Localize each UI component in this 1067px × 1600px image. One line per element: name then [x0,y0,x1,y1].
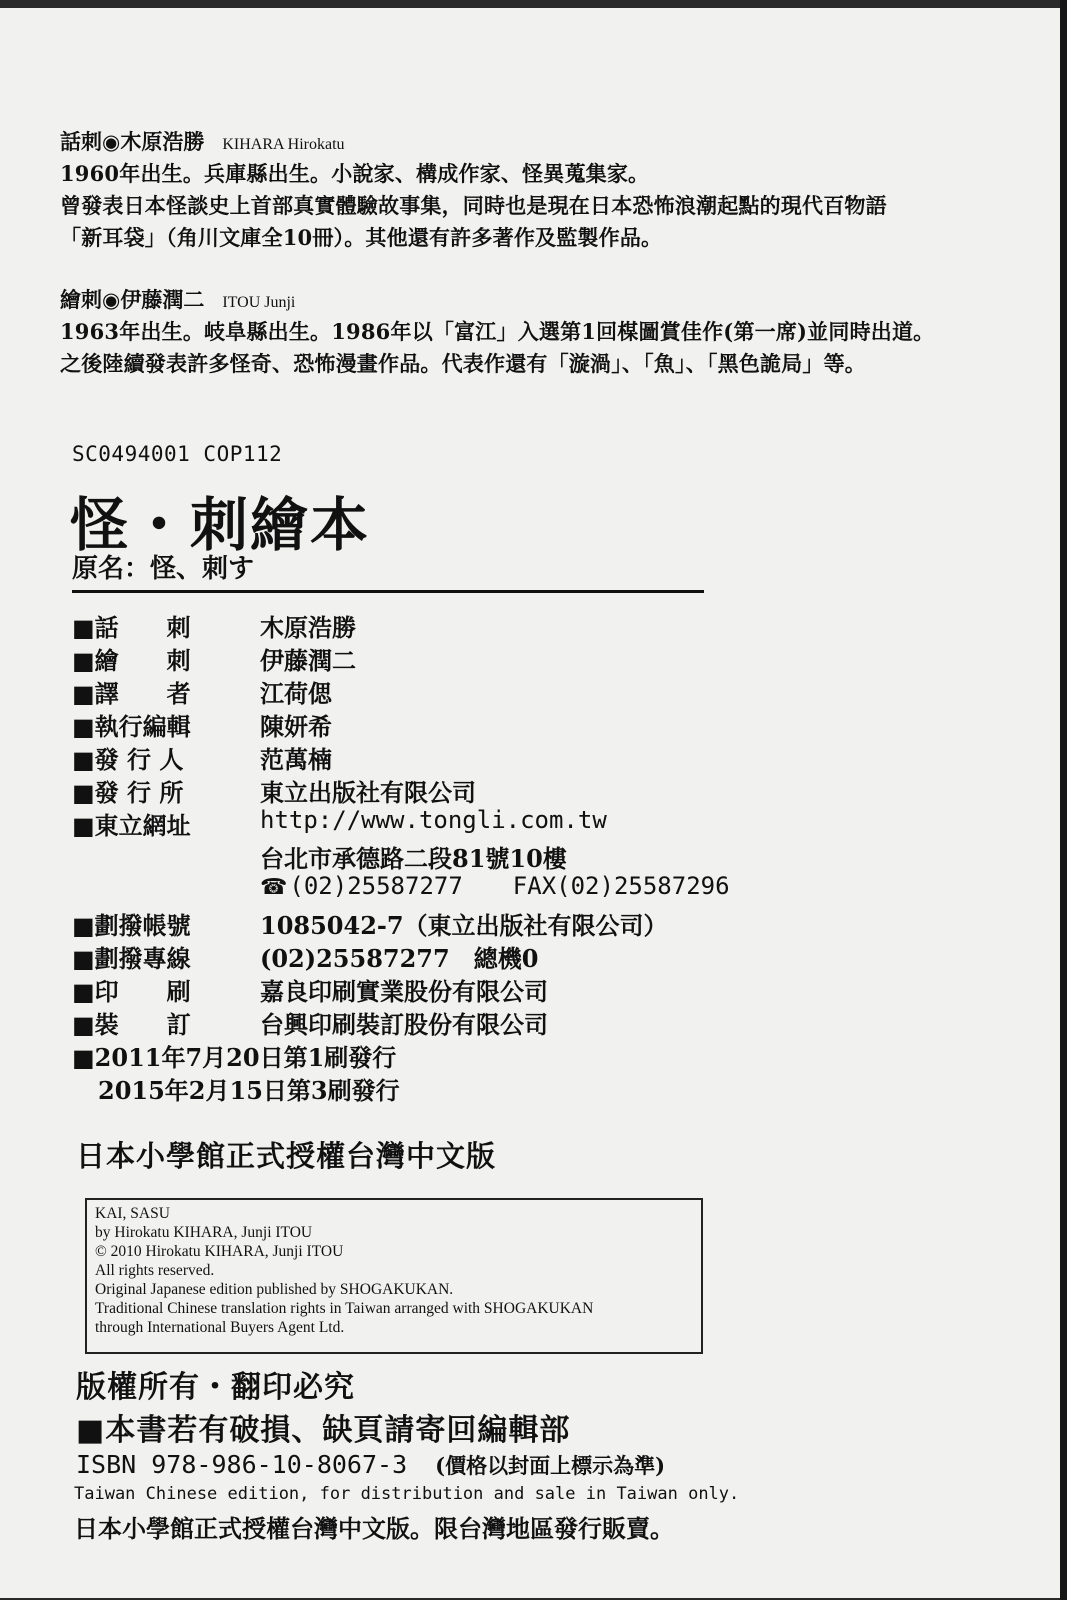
info-value: 江荷偲 [260,679,332,708]
info-value: 范萬楠 [260,745,332,774]
author-roman-name: ITOU Junji [222,294,296,311]
info-label: ■發 行 人 [72,745,184,774]
author-bio-line: 1960年出生。兵庫縣出生。小說家、構成作家、怪異蒐集家。 [60,161,650,186]
phone-fax [260,872,730,900]
phone-number: (02)25587277 [289,872,463,900]
info-value: 陳妍希 [260,712,332,741]
page-edge [1060,0,1067,1600]
info-value: 嘉良印刷實業股份有限公司 [260,977,548,1006]
copyright-box [85,1198,703,1354]
colophon-page [0,8,1060,1598]
info-label: ■執行編輯 [72,712,191,741]
copyright-line: KAI, SASU [95,1205,170,1222]
copyright-line: through International Buyers Agent Ltd. [95,1319,345,1336]
address-text: 台北市承德路二段81號10樓 [260,844,567,873]
info-label: ■話 刺 [72,613,191,642]
telephone-icon: ☎ [260,875,288,900]
info-label: ■發 行 所 [72,778,184,807]
author-roman-name: KIHARA Hirokatu [222,136,345,153]
isbn-row [76,1450,665,1480]
copyright-line: © 2010 Hirokatu KIHARA, Junji ITOU [95,1243,344,1260]
info-label: ■印 刷 [72,977,191,1006]
rights-notice: 版權所有・翻印必究 [76,1370,355,1405]
info-value: 伊藤潤二 [260,646,356,675]
info-label: ■劃撥帳號 [72,911,191,940]
info-label: ■裝 訂 [72,1010,191,1039]
copyright-line: Original Japanese edition published by SHOGAKUKAN. [95,1281,454,1298]
author-bio-line: 曾發表日本怪談史上首部真實體驗故事集，同時也是現在日本恐怖浪潮起點的現代百物語 [60,193,887,218]
distribution-notice: Taiwan Chinese edition, for distribution and sale in Taiwan only. [74,1484,740,1504]
info-value: (02)25587277 總機0 [260,944,539,973]
fax-number: FAX(02)25587296 [512,872,730,900]
website-link[interactable]: http://www.tongli.com.tw [260,806,607,834]
author-bio-line: 1963年出生。岐阜縣出生。1986年以「富江」入選第1回楳圖賞佳作(第一席)並同時出道。 [60,319,935,344]
copyright-line: All rights reserved. [95,1262,215,1279]
info-label: ■東立網址 [72,811,191,840]
copyright-line: by Hirokatu KIHARA, Junji ITOU [95,1224,313,1241]
author-bio-line: 「新耳袋」（角川文庫全10冊）。其他還有許多著作及監製作品。 [60,225,663,250]
book-title: 怪・刺繪本 [70,491,371,559]
info-label: ■繪 刺 [72,646,191,675]
info-value: 木原浩勝 [260,613,356,642]
print-date: ■2011年7月20日第1刷發行 [72,1043,397,1072]
info-value: 東立出版社有限公司 [260,778,476,807]
author-name: 繪刺◉伊藤潤二 [60,287,205,312]
title-divider [72,590,704,593]
info-label: ■譯 者 [72,679,191,708]
info-label: ■劃撥專線 [72,944,191,973]
author-heading [60,284,295,314]
info-value: 1085042-7（東立出版社有限公司） [260,911,668,940]
print-date: 2015年2月15日第3刷發行 [98,1076,400,1105]
damage-notice: ■本書若有破損、缺頁請寄回編輯部 [76,1413,571,1448]
copyright-line: Traditional Chinese translation rights in Taiwan arranged with SHOGAKUKAN [95,1300,594,1317]
isbn: ISBN 978-986-10-8067-3 [76,1450,408,1479]
price-note: (價格以封面上標示為準) [435,1453,666,1478]
authorization-line: 日本小學館正式授權台灣中文版 [76,1139,497,1173]
original-title: 原名：怪、刺す [72,554,255,584]
author-name: 話刺◉木原浩勝 [60,129,205,154]
catalog-code: SC0494001 COP112 [72,442,283,466]
final-notice: 日本小學館正式授權台灣中文版。限台灣地區發行販賣。 [74,1514,674,1543]
author-bio-line: 之後陸續發表許多怪奇、恐怖漫畫作品。代表作還有「漩渦」、「魚」、「黑色詭局」等。 [60,351,866,376]
author-heading [60,126,345,156]
info-value: 台興印刷裝訂股份有限公司 [260,1010,548,1039]
